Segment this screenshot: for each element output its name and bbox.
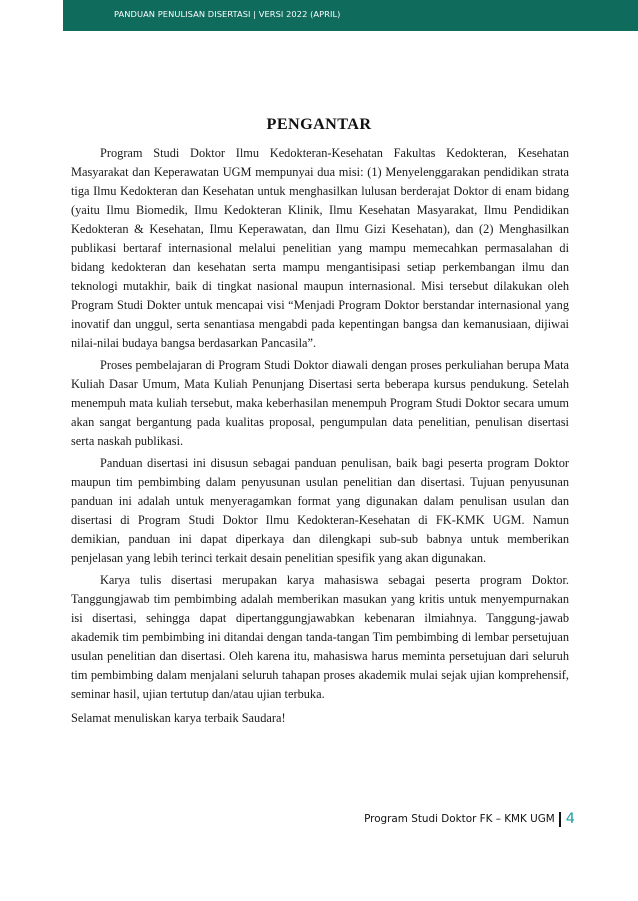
- page-title: PENGANTAR: [266, 115, 372, 133]
- paragraph-4: Karya tulis disertasi merupakan karya mahasiswa sebagai peserta program Doktor. Tanggungjawab tim pembimbing adalah memberikan masukan yang kritis untuk menyempurnakan isi disertasi, sehingga dapat dipertanggungjawabkan kebenaran ilmiahnya. Tanggung-jawab akademik tim pembimbing ini ditandai dengan tanda-tangan Tim pembimbing di lembar persetujuan usulan penelitian dan disertasi. Oleh karena itu, mahasiswa harus meminta persetujuan dari seluruh tim pembimbing dalam menjalani seluruh tahapan proses akademik mulai sejak ujian komprehensif, seminar hasil, ujian tertutup dan/atau ujian terbuka.: [71, 573, 569, 701]
- paragraph-1: Program Studi Doktor Ilmu Kedokteran-Kesehatan Fakultas Kedokteran, Kesehatan Masyarakat dan Keperawatan UGM mempunyai dua misi: (1) Menyelenggarakan pendidikan strata tiga Ilmu Kedokteran dan Kesehatan untuk menghasilkan lulusan berderajat Doktor di enam bidang (yaitu Ilmu Biomedik, Ilmu Kedokteran Klinik, Ilmu Kesehatan Masyarakat, Ilmu Pendidikan Kedokteran & Kesehatan, Ilmu Keperawatan, dan Ilmu Gizi Kesehatan), dan (2) Menghasilkan publikasi bertaraf internasional melalui penelitian yang mampu memecahkan permasalahan di bidang kedokteran dan kesehatan serta mampu mengantisipasi setiap perkembangan ilmu dan teknologi mutakhir, baik di tingkat nasional maupun internasional. Misi tersebut dilakukan oleh Program Studi Dokter untuk mencapai visi “Menjadi Program Doktor berstandar internasional yang inovatif dan unggul, serta senantiasa mengabdi pada kepentingan bangsa dan kemanusiaan, dijiwai nilai-nilai budaya bangsa berdasarkan Pancasila”.: [71, 146, 569, 350]
- footer: [364, 808, 575, 830]
- document-body: [71, 144, 569, 707]
- closing-line: Selamat menuliskan karya terbaik Saudara!: [71, 711, 286, 725]
- header-text: PANDUAN PENULISAN DISERTASI | VERSI 2022 (APRIL): [114, 9, 341, 19]
- footer-divider: [559, 812, 561, 827]
- paragraph-3: Panduan disertasi ini disusun sebagai panduan penulisan, baik bagi peserta program Doktor maupun tim pembimbing dalam penyusunan usulan penelitian dan disertasi. Tujuan penyusunan panduan ini adalah untuk menyeragamkan format yang digunakan dalam penulisan usulan dan disertasi di Program Studi Doktor Ilmu Kedokteran-Kesehatan di FK-KMK UGM. Namun demikian, panduan ini dapat diperkaya dan dilengkapi sub-sub babnya untuk memberikan penjelasan yang lebih terinci terkait desain penelitian spesifik yang akan digunakan.: [71, 456, 569, 565]
- header-band: [63, 0, 638, 31]
- footer-text: Program Studi Doktor FK – KMK UGM: [364, 813, 555, 825]
- page-number: 4: [565, 811, 575, 827]
- paragraph-2: Proses pembelajaran di Program Studi Doktor diawali dengan proses perkuliahan berupa Mata Kuliah Dasar Umum, Mata Kuliah Penunjang Disertasi serta beberapa kursus pendukung. Setelah menempuh mata kuliah tersebut, maka keberhasilan menempuh Program Studi Doktor secara umum akan sangat bergantung pada kualitas proposal, pengumpulan data penelitian, penulisan disertasi serta naskah publikasi.: [71, 358, 569, 448]
